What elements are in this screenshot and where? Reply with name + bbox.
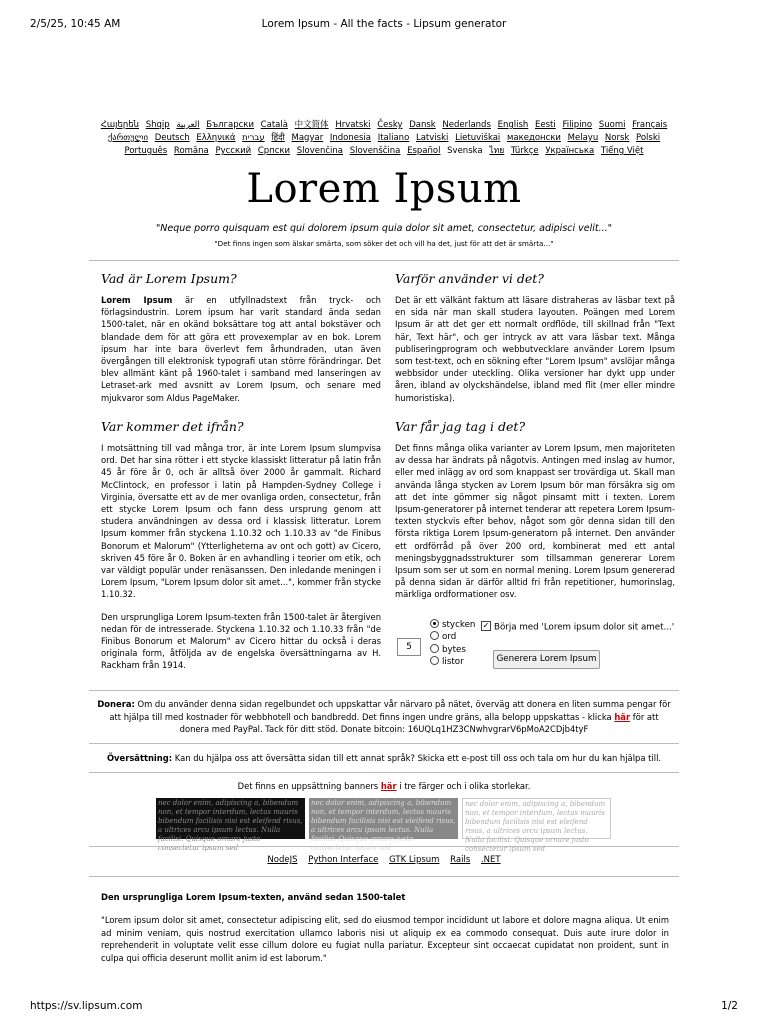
section-text-where-from-1: I motsättning till vad många tror, är inte Lorem Ipsum slumpvisa ord. Det har sina rötter i ett stycke klassiskt litteratur på latin från 45 år före år 0, och är alltså över 2000 år gammalt. Richard McClintock, en professor i latin på Hampden-Sydney College i Virginia, översatte ett av de mer ovanliga orden, consectetur, från ett stycke Lorem Ipsum och fann dess ursprung genom att studera användningen av dessa ord i klassisk litteratur. Lorem Ipsum kommer från styckena 1.10.32 och 1.10.33 av "de Finibus Bonorum et Malorum" (Ytterligheterna av ont och gott) av Cicero, skriven 45 före år 0. Boken är en avhandling i teorier om etik, och var väldigt populär under renäsanssen. Den inledande meningen i Lorem Ipsum, "Lorem Ipsum dolor sit amet...", kommer från stycke 1.10.32. <box>101 443 381 600</box>
print-page: 1/2 <box>721 1000 738 1012</box>
banner-samples <box>156 798 612 853</box>
banner-light[interactable]: nec dolor enim, adipiscing a, bibendum non, et tempor interdum, lectus mauris bibendum facilisis nisi est eleifend risus, a ultrices arcu ipsum lectus. Nulla facilisi. Quisque ornare justo consectetur ipsum sed <box>462 798 611 839</box>
print-footer <box>30 1000 738 1014</box>
language-link[interactable]: Magyar <box>291 133 324 143</box>
radio-label: bytes <box>442 644 466 655</box>
language-link[interactable]: Hrvatski <box>335 120 371 130</box>
language-link[interactable]: Հայերեն <box>100 120 140 130</box>
language-link[interactable]: Nederlands <box>442 120 491 130</box>
link-dotnet[interactable]: .NET <box>480 855 501 865</box>
donate-link[interactable]: här <box>614 711 631 722</box>
language-link[interactable]: Polski <box>636 133 661 143</box>
left-column <box>101 271 381 414</box>
quote-translation: "Det finns ingen som älskar smärta, som söker det och vill ha det, just för att det är smärta..." <box>214 239 554 248</box>
language-link[interactable]: 中文简体 <box>294 120 329 130</box>
donate-label: Donera: <box>97 699 135 709</box>
link-gtk[interactable]: GTK Lipsum <box>389 855 440 865</box>
language-link[interactable]: עברית <box>242 133 265 143</box>
divider <box>89 846 679 847</box>
language-links <box>96 119 672 158</box>
site-logo[interactable]: Lorem Ipsum <box>246 166 522 212</box>
banners-notice <box>89 780 679 793</box>
language-link[interactable]: العربية <box>176 120 200 130</box>
donate-text: Om du använder denna sidan regelbundet och uppskattar vår närvaro på nätet, överväg att donera en liten summa pengar för att hjälpa till med kostnader för webbhotell och bandbredd. Det finns ingen undre gräns, alla belopp uppskattas - klicka <box>109 699 671 722</box>
section-heading-where-get: Var får jag tag i det? <box>395 419 526 434</box>
language-link[interactable]: Filipino <box>562 120 593 130</box>
print-url: https://sv.lipsum.com <box>30 1000 143 1012</box>
language-link[interactable]: Dansk <box>409 120 436 130</box>
language-link[interactable]: Tiếng Việt <box>600 146 644 156</box>
section-heading-what: Vad är Lorem Ipsum? <box>101 271 237 286</box>
divider <box>89 876 679 877</box>
language-link[interactable]: Italiano <box>377 133 410 143</box>
radio-circle-icon <box>430 644 439 653</box>
banner-grey[interactable]: nec dolor enim, adipiscing a, bibendum non, et tempor interdum, lectus mauris bibendum facilisis nisi est eleifend risus, a ultrices arcu ipsum lectus. Nulla facilisi. Quisque ornare justo consectetur ipsum sed <box>309 798 458 839</box>
language-link[interactable]: ქართული <box>107 133 148 143</box>
language-link[interactable]: Français <box>632 120 668 130</box>
language-link[interactable]: Slovenčina <box>296 146 344 156</box>
generate-button[interactable]: Generera Lorem Ipsum <box>493 650 600 669</box>
link-nodejs[interactable]: NodeJS <box>267 855 298 865</box>
banners-text-2: i tre färger och i olika storlekar. <box>396 781 531 791</box>
radio-circle-icon <box>430 619 439 628</box>
radio-bytes[interactable] <box>430 644 475 656</box>
section-text-what <box>101 294 381 404</box>
radio-circle-icon <box>430 656 439 665</box>
print-title: Lorem Ipsum - All the facts - Lipsum generator <box>261 18 507 30</box>
donate-text-2: för att donera med PayPal. Tack för ditt stöd. Donate bitcoin: 16UQLq1HZ3CNwhvgrarV6pMoA2CDjb4tyF <box>179 711 659 734</box>
language-link[interactable]: Português <box>124 146 168 156</box>
language-link[interactable]: Deutsch <box>154 133 190 143</box>
language-link[interactable]: Lietuviškai <box>455 133 501 143</box>
language-link[interactable]: Ελληνικά <box>196 133 236 143</box>
generator-form <box>396 617 676 673</box>
divider <box>89 260 679 261</box>
divider <box>89 690 679 691</box>
translation-label: Översättning: <box>106 753 173 763</box>
section-text-where-get: Det finns många olika varianter av Lorem Ipsum, men majoriteten av dessa har ändrats på någotvis. Antingen med inslag av humor, eller med inlägg av ord som knappast ser trovärdiga ut. Skall man använda långa stycken av Lorem Ipsum bör man försäkra sig om att det inte gömmer sig något pinsamt mitt i texten. Lorem Ipsum-generatorer på internet tenderar att repetera Lorem Ipsum-texten styckvis efter behov, något som gör denna sidan till den första riktiga Lorem Ipsum-generatorn på internet. Den använder ett ordförråd på över 200 ord, kombinerat med ett antal meningsbyggnadsstrukturer som tillsamman genererar Lorem Ipsum som ser ut som en normal mening. Lorem Ipsum genererad på denna sidan är därför alltid fri från repetitioner, humorinslag, märkliga ordformationer osv. <box>395 443 675 600</box>
banners-link[interactable]: här <box>380 781 397 791</box>
link-python[interactable]: Python Interface <box>308 855 379 865</box>
language-link[interactable]: Українська <box>545 146 595 156</box>
right-column-2 <box>395 419 675 611</box>
language-link[interactable]: Српски <box>257 146 291 156</box>
language-link[interactable]: Shqip <box>145 120 170 130</box>
translation-text: Kan du hjälpa oss att översätta sidan till ett annat språk? Skicka ett e-post till oss och tala om hur du kan hjälpa till. <box>172 753 662 763</box>
amount-input[interactable]: 5 <box>397 638 421 656</box>
radio-listor[interactable] <box>430 656 475 668</box>
radio-stycken[interactable] <box>430 619 475 631</box>
radio-label: listor <box>442 657 464 668</box>
language-link[interactable]: ไทย <box>489 146 505 156</box>
divider <box>89 772 679 773</box>
radio-label: stycken <box>442 620 476 630</box>
section-text-where-from-2: Den ursprungliga Lorem Ipsum-texten från 1500-talet är återgiven nedan för de intresserade. Styckena 1.10.32 och 1.10.33 från "de Finibus Bonorum et Malorum" av Cicero hittar du också i deras originala form, åtföljda av de engelska översättningarna av H. Rackham från 1914. <box>101 611 381 671</box>
language-link[interactable]: Melayu <box>567 133 599 143</box>
radio-ord[interactable] <box>430 631 475 643</box>
tech-links <box>0 855 768 865</box>
start-with-lorem-checkbox[interactable] <box>481 622 674 633</box>
donate-notice <box>96 698 672 736</box>
right-column <box>395 271 675 414</box>
original-heading: Den ursprungliga Lorem Ipsum-texten, använd sedan 1500-talet <box>101 892 406 902</box>
language-link[interactable]: Español <box>407 146 441 156</box>
print-header <box>30 18 738 32</box>
radio-label: ord <box>442 632 457 643</box>
print-date: 2/5/25, 10:45 AM <box>30 18 121 30</box>
language-link[interactable]: हिंदी <box>271 133 285 143</box>
link-rails[interactable]: Rails <box>450 855 471 865</box>
language-link[interactable]: Eesti <box>535 120 556 130</box>
banner-dark[interactable]: nec dolor enim, adipiscing a, bibendum non, et tempor interdum, lectus mauris bibendum facilisis nisi est eleifend risus, a ultrices arcu ipsum lectus. Nulla facilisi. Quisque ornare justo consectetur ipsum sed <box>156 798 305 839</box>
radio-circle-icon <box>430 631 439 640</box>
section-heading-why: Varför använder vi det? <box>395 271 544 286</box>
left-column-2 <box>101 419 381 682</box>
checkmark-icon: ✓ <box>482 621 490 630</box>
unit-radio-group <box>430 619 475 669</box>
language-link[interactable]: Česky <box>377 120 403 130</box>
language-link: Svenska <box>447 146 483 156</box>
lorem-bold: Lorem Ipsum <box>101 295 173 305</box>
language-link[interactable]: Norsk <box>604 133 630 143</box>
translation-notice <box>89 752 679 765</box>
latin-quote: "Neque porro quisquam est qui dolorem ipsum quia dolor sit amet, consectetur, adipisci velit..." <box>155 223 613 234</box>
language-link[interactable]: Български <box>206 120 254 130</box>
checkbox-label: Börja med 'Lorem ipsum dolor sit amet...' <box>494 622 675 633</box>
language-link[interactable]: Slovenščina <box>349 146 401 156</box>
what-text: är en utfyllnadstext från tryck- och förlagsindustrin. Lorem ipsum har varit standard ända sedan 1500-talet, när en okänd boksättare tog att antal bokstäver och blandade dem för att göra ett provexemplar av en bok. Lorem ipsum har inte bara överlevt fem århundraden, utan även övergången till elektronisk typografi utan större förändringar. Det blev allmänt känt på 1960-talet i samband med lanseringen av Letraset-ark med avsnitt av Lorem Ipsum, och senare med mjukvaror som Aldus PageMaker. <box>101 295 381 403</box>
language-link[interactable]: Româna <box>173 146 209 156</box>
language-link[interactable]: Indonesia <box>329 133 371 143</box>
language-link[interactable]: Suomi <box>598 120 626 130</box>
original-text: "Lorem ipsum dolor sit amet, consectetur adipiscing elit, sed do eiusmod tempor incididunt ut labore et dolore magna aliqua. Ut enim ad minim veniam, quis nostrud exercitation ullamco laboris nisi ut aliquip ex ea commodo consequat. Duis aute irure dolor in reprehenderit in voluptate velit esse cillum dolore eu fugiat nulla pariatur. Excepteur sint occaecat cupidatat non proident, sunt in culpa qui officia deserunt mollit anim id est laborum." <box>101 915 669 963</box>
language-link[interactable]: македонски <box>507 133 561 143</box>
language-link[interactable]: English <box>497 120 529 130</box>
section-text-why: Det är ett välkänt faktum att läsare distraheras av läsbar text på en sida när man skall studera layouten. Poängen med Lorem Ipsum är att det ger ett normalt ordflöde, till skillnad från "Text här, Text här", och ger intryck av att vara läsbar text. Många publiseringprogram och webbutvecklare använder Lorem Ipsum som test-text, och en sökning efter "Lorem Ipsum" avslöjar många webbsidor under uteckling. Olika versioner har dykt upp under åren, ibland av olyckshändelse, ibland med flit (mer eller mindre humoristiska). <box>395 295 675 403</box>
section-heading-where-from: Var kommer det ifrån? <box>101 419 244 434</box>
language-link[interactable]: Latviski <box>415 133 449 143</box>
divider <box>89 743 679 744</box>
language-link[interactable]: Pyccкий <box>215 146 252 156</box>
banners-text: Det finns en uppsättning banners <box>237 781 381 791</box>
language-link[interactable]: Türkçe <box>510 146 539 156</box>
language-link[interactable]: Català <box>260 120 288 130</box>
